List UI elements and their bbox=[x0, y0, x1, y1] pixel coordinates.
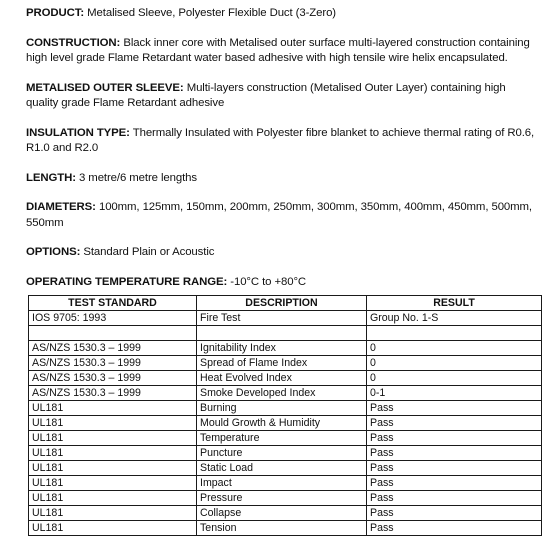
construction-text: Black inner core with Metalised outer surface multi-layered construction containing high level grade Flame Retardant water based adhesive with high tensile wire helix encapsulated. bbox=[26, 36, 530, 64]
header-test-standard: TEST STANDARD bbox=[29, 296, 197, 311]
construction-label: CONSTRUCTION: bbox=[26, 36, 121, 49]
outer-sleeve-section bbox=[26, 81, 536, 112]
spec-document bbox=[26, 6, 536, 304]
cell-description: Static Load bbox=[197, 461, 367, 476]
table-row bbox=[29, 386, 542, 401]
cell-description: Fire Test bbox=[197, 311, 367, 326]
cell-test-standard: AS/NZS 1530.3 – 1999 bbox=[29, 341, 197, 356]
cell-result bbox=[367, 326, 542, 341]
header-result: RESULT bbox=[367, 296, 542, 311]
cell-test-standard: AS/NZS 1530.3 – 1999 bbox=[29, 356, 197, 371]
options-text: Standard Plain or Acoustic bbox=[83, 246, 215, 258]
table-row bbox=[29, 506, 542, 521]
cell-test-standard: UL181 bbox=[29, 446, 197, 461]
table-row bbox=[29, 356, 542, 371]
cell-result: Pass bbox=[367, 506, 542, 521]
table-row bbox=[29, 491, 542, 506]
options-label: OPTIONS: bbox=[26, 246, 81, 258]
insulation-text: Thermally Insulated with Polyester fibre blanket to achieve thermal rating of R0.6, R1.0 and R2.0 bbox=[26, 126, 535, 154]
cell-result: 0-1 bbox=[367, 386, 542, 401]
insulation-label: INSULATION TYPE: bbox=[26, 126, 130, 139]
outer-sleeve-label: METALISED OUTER SLEEVE: bbox=[26, 81, 184, 94]
table-row bbox=[29, 461, 542, 476]
table-row bbox=[29, 446, 542, 461]
cell-test-standard: UL181 bbox=[29, 506, 197, 521]
table-row bbox=[29, 311, 542, 326]
insulation-section bbox=[26, 126, 536, 157]
cell-description bbox=[197, 326, 367, 341]
cell-result: Group No. 1-S bbox=[367, 311, 542, 326]
cell-result: Pass bbox=[367, 416, 542, 431]
cell-description: Heat Evolved Index bbox=[197, 371, 367, 386]
cell-description: Impact bbox=[197, 476, 367, 491]
temperature-section bbox=[26, 275, 536, 291]
cell-description: Spread of Flame Index bbox=[197, 356, 367, 371]
cell-test-standard bbox=[29, 326, 197, 341]
cell-description: Collapse bbox=[197, 506, 367, 521]
cell-description: Temperature bbox=[197, 431, 367, 446]
cell-result: Pass bbox=[367, 431, 542, 446]
header-description: DESCRIPTION bbox=[197, 296, 367, 311]
cell-test-standard: UL181 bbox=[29, 521, 197, 536]
cell-description: Ignitability Index bbox=[197, 341, 367, 356]
table-row bbox=[29, 401, 542, 416]
cell-result: 0 bbox=[367, 356, 542, 371]
cell-result: 0 bbox=[367, 341, 542, 356]
cell-result: 0 bbox=[367, 371, 542, 386]
cell-test-standard: IOS 9705: 1993 bbox=[29, 311, 197, 326]
cell-test-standard: UL181 bbox=[29, 476, 197, 491]
table-body bbox=[29, 311, 542, 536]
outer-sleeve-text: Multi-layers construction (Metalised Outer Layer) containing high quality grade Flame Retardant adhesive bbox=[26, 81, 506, 109]
diameters-section bbox=[26, 200, 536, 231]
cell-description: Burning bbox=[197, 401, 367, 416]
cell-test-standard: AS/NZS 1530.3 – 1999 bbox=[29, 386, 197, 401]
length-label: LENGTH: bbox=[26, 171, 76, 184]
test-results-table bbox=[28, 295, 542, 536]
diameters-text: 100mm, 125mm, 150mm, 200mm, 250mm, 300mm, 350mm, 400mm, 450mm, 500mm, 550mm bbox=[26, 201, 533, 229]
cell-description: Pressure bbox=[197, 491, 367, 506]
table-row bbox=[29, 326, 542, 341]
cell-description: Mould Growth & Humidity bbox=[197, 416, 367, 431]
table-row bbox=[29, 431, 542, 446]
cell-result: Pass bbox=[367, 476, 542, 491]
cell-test-standard: UL181 bbox=[29, 491, 197, 506]
options-section bbox=[26, 245, 536, 261]
table-header-row bbox=[29, 296, 542, 311]
cell-description: Tension bbox=[197, 521, 367, 536]
table-row bbox=[29, 371, 542, 386]
cell-test-standard: UL181 bbox=[29, 416, 197, 431]
cell-result: Pass bbox=[367, 461, 542, 476]
cell-result: Pass bbox=[367, 521, 542, 536]
table-row bbox=[29, 341, 542, 356]
cell-result: Pass bbox=[367, 446, 542, 461]
table-row bbox=[29, 521, 542, 536]
table-row bbox=[29, 416, 542, 431]
cell-result: Pass bbox=[367, 491, 542, 506]
cell-description: Smoke Developed Index bbox=[197, 386, 367, 401]
table-row bbox=[29, 476, 542, 491]
cell-result: Pass bbox=[367, 401, 542, 416]
product-label: PRODUCT: bbox=[26, 7, 85, 19]
construction-section bbox=[26, 36, 536, 67]
temperature-label: OPERATING TEMPERATURE RANGE: bbox=[26, 275, 228, 288]
temperature-text: -10°C to +80°C bbox=[230, 275, 307, 288]
diameters-label: DIAMETERS: bbox=[26, 201, 96, 213]
cell-test-standard: UL181 bbox=[29, 461, 197, 476]
product-section bbox=[26, 6, 536, 22]
cell-test-standard: AS/NZS 1530.3 – 1999 bbox=[29, 371, 197, 386]
cell-test-standard: UL181 bbox=[29, 401, 197, 416]
cell-test-standard: UL181 bbox=[29, 431, 197, 446]
length-text: 3 metre/6 metre lengths bbox=[79, 171, 197, 184]
length-section bbox=[26, 171, 536, 187]
cell-description: Puncture bbox=[197, 446, 367, 461]
product-text: Metalised Sleeve, Polyester Flexible Duct (3-Zero) bbox=[87, 7, 336, 19]
